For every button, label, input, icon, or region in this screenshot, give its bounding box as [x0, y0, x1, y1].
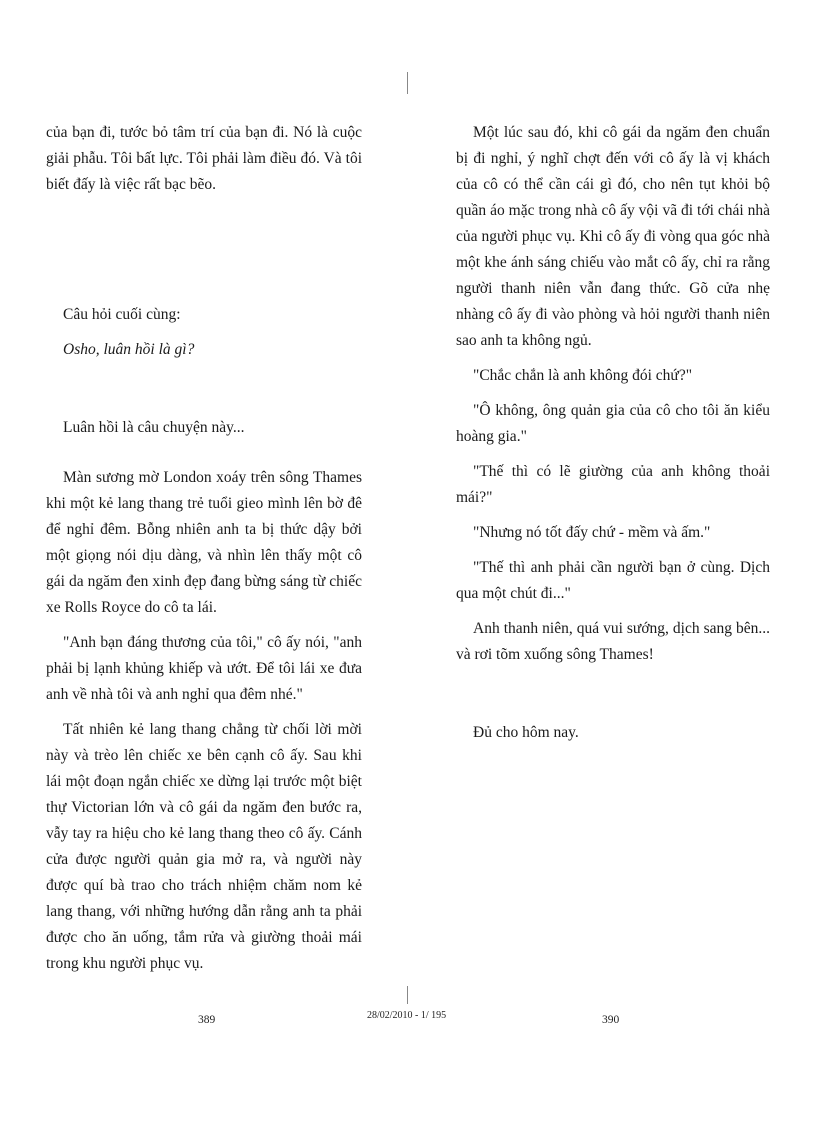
- left-para-continued: của bạn đi, tước bỏ tâm trí của bạn đi. Nó là cuộc giải phẫu. Tôi bất lực. Tôi phải làm điều đó. Và tôi biết đấy là việc rất bạc bẽo.: [46, 124, 362, 193]
- right-para-7: Anh thanh niên, quá vui sướng, dịch sang bên... và rơi tõm xuống sông Thames!: [456, 620, 770, 663]
- left-page-text: [46, 120, 362, 977]
- right-para-2: "Chắc chắn là anh không đói chứ?": [473, 367, 693, 384]
- fold-mark-bottom: [407, 986, 408, 1004]
- page-number-right: 390: [602, 1014, 620, 1026]
- page-number-left: 389: [198, 1014, 216, 1026]
- fold-mark-top: [407, 72, 408, 94]
- story-paragraph-1: Màn sương mờ London xoáy trên sông Thames khi một kẻ lang thang trẻ tuổi gieo mình lên bờ đê để nghỉ đêm. Bỗng nhiên anh ta bị thức dậy bởi một giọng nói dịu dàng, và nhìn lên thấy một cô gái da ngăm đen xinh đẹp đang bừng sáng từ chiếc xe Rolls Royce do cô ta lái.: [46, 469, 362, 616]
- right-page-text: [456, 120, 770, 746]
- answer-intro: Luân hồi là câu chuyện này...: [63, 419, 245, 436]
- story-paragraph-2: "Anh bạn đáng thương của tôi," cô ấy nói, "anh phải bị lạnh khủng khiếp và ướt. Để tôi lái xe đưa anh về nhà tôi và anh nghỉ qua đêm nhé.": [46, 634, 362, 703]
- right-para-6: "Thế thì anh phải cần người bạn ở cùng. Dịch qua một chút đi...": [456, 559, 770, 602]
- story-paragraph-3: Tất nhiên kẻ lang thang chẳng từ chối lời mời này và trèo lên chiếc xe bên cạnh cô ấy. Sau khi lái một đoạn ngắn chiếc xe dừng lại trước một biệt thự Victorian lớn và cô gái da ngăm đen bước ra, vẫy tay ra hiệu cho kẻ lang thang theo cô ấy. Cánh cửa được người quản gia mở ra, và người này được quí bà trao cho trách nhiệm chăm nom kẻ lang thang, với những hướng dẫn rằng anh ta phải được cho ăn uống, tắm rửa và giường thoải mái trong khu người phục vụ.: [46, 721, 362, 972]
- right-para-5: "Nhưng nó tốt đấy chứ - mềm và ấm.": [473, 524, 711, 541]
- right-para-3: "Ô không, ông quản gia của cô cho tôi ăn kiểu hoàng gia.": [456, 402, 770, 445]
- footer-date-stamp: 28/02/2010 - 1/ 195: [367, 1010, 447, 1021]
- question-heading: Câu hỏi cuối cùng:: [63, 306, 181, 323]
- question-text: Osho, luân hồi là gì?: [63, 341, 195, 358]
- right-para-4: "Thế thì có lẽ giường của anh không thoải mái?": [456, 463, 770, 506]
- closing-line: Đủ cho hôm nay.: [473, 724, 579, 741]
- right-para-1: Một lúc sau đó, khi cô gái da ngăm đen chuẩn bị đi nghỉ, ý nghĩ chợt đến với cô ấy là vị khách của cô có thể cần cái gì đó, cho nên tụt khỏi bộ quần áo mặc trong nhà cô ấy vội vã đi tới chái nhà của người phục vụ. Khi cô ấy đi vòng qua góc nhà một khe ánh sáng chiếu vào mắt cô ấy, chỉ ra rằng người thanh niên vẫn đang thức. Gõ cửa nhẹ nhàng cô ấy đi vào phòng và hỏi người thanh niên sao anh ta không ngủ.: [456, 124, 770, 349]
